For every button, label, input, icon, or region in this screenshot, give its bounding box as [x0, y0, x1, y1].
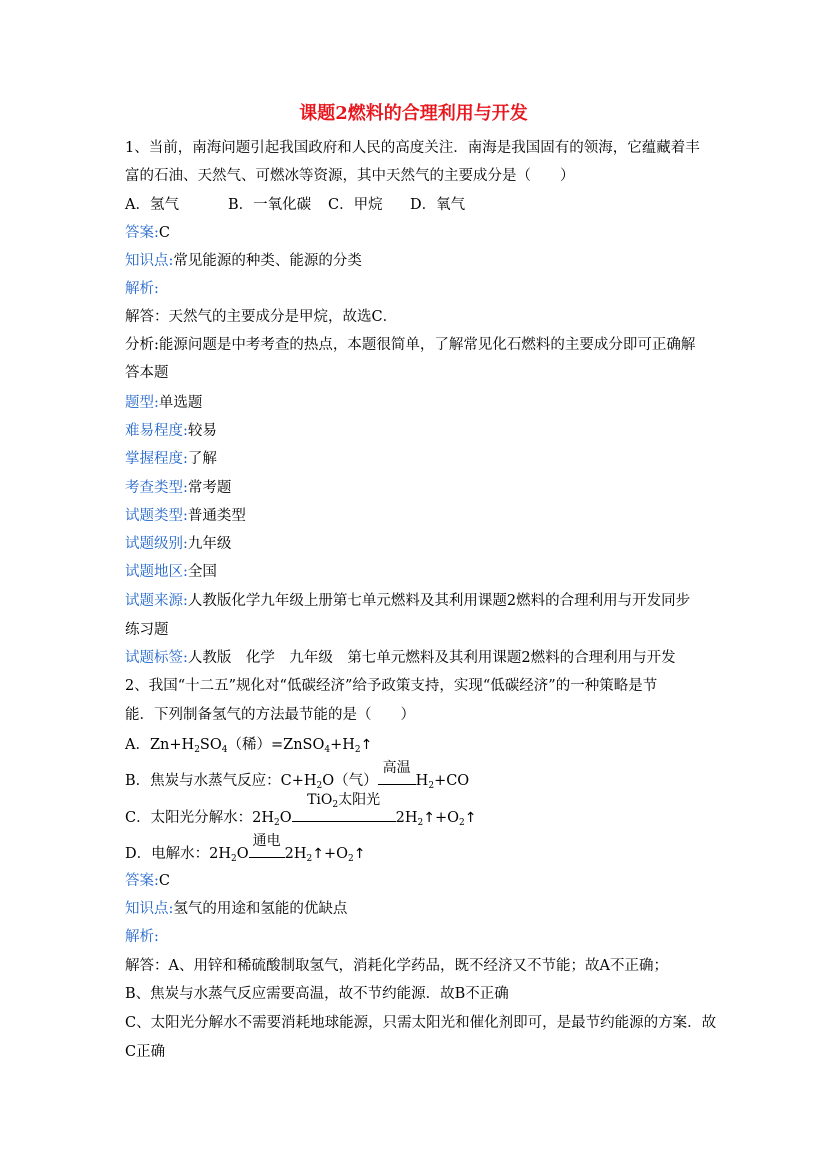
- reaction-condition: [378, 760, 416, 785]
- knowledge-point-value: 氢气的用途和氢能的优缺点: [173, 901, 348, 917]
- formula-text: A．Zn+H: [125, 737, 195, 753]
- q1-option-a: A．氢气: [125, 197, 179, 213]
- reaction-line: [249, 849, 285, 858]
- gas-arrow-icon: ↑: [464, 810, 477, 826]
- gas-arrow-icon: ↑: [360, 737, 373, 753]
- formula-text: O: [279, 810, 292, 826]
- q1-knowledge-point: [125, 251, 362, 271]
- formula-text: D．电解水：2H: [125, 846, 231, 862]
- gas-arrow-icon: ↑: [423, 810, 435, 826]
- subscript: 2: [316, 781, 323, 791]
- q2-solution-line-3: C、太阳光分解水不需要消耗地球能源，只需太阳光和催化剂即可，是最节约能源的方案．故: [125, 1015, 717, 1031]
- meta-value: 常考题: [187, 480, 232, 496]
- reaction-condition: [292, 792, 396, 822]
- subscript: 2: [306, 854, 313, 864]
- reaction-condition: [249, 833, 285, 858]
- meta-label: 掌握程度:: [125, 451, 188, 467]
- q1-options: [125, 195, 465, 215]
- subscript: 2: [332, 800, 339, 810]
- meta-label: 试题类型:: [125, 508, 188, 524]
- formula-text: （稀）=ZnSO: [227, 737, 325, 753]
- meta-difficulty: [125, 421, 217, 441]
- subscript: 2: [194, 745, 200, 755]
- meta-value: 全国: [187, 564, 217, 580]
- meta-grade: [125, 534, 231, 554]
- q2-knowledge-point: [125, 899, 347, 919]
- subscript: 2: [428, 781, 435, 791]
- meta-source-line-1: [125, 591, 690, 611]
- subscript: 2: [417, 818, 424, 828]
- meta-value: 九年级: [187, 536, 232, 552]
- formula-text: H: [415, 773, 429, 789]
- q2-answer: [125, 871, 170, 891]
- page-title: 课题2燃料的合理利用与开发: [299, 103, 528, 124]
- formula-text: 2H: [284, 846, 307, 862]
- formula-text: B．焦炭与水蒸气反应：C+H: [125, 773, 317, 789]
- subscript: 4: [324, 745, 331, 755]
- knowledge-point-value: 常见能源的种类、能源的分类: [173, 253, 362, 269]
- meta-label: 题型:: [125, 395, 159, 411]
- knowledge-point-label: 知识点:: [125, 253, 174, 269]
- condition-label: 高温: [382, 760, 411, 776]
- subscript: 2: [348, 854, 354, 864]
- catalyst-text: TiO: [307, 792, 333, 808]
- q1-analysis-line-2: 答本题: [125, 365, 169, 381]
- answer-value: C: [158, 873, 170, 889]
- meta-mastery: [125, 449, 217, 469]
- q1-analysis-label: 解析:: [125, 281, 159, 297]
- meta-exam-type: [125, 478, 231, 498]
- meta-value: 人教版 化学 九年级 第七单元燃料及其利用课题2燃料的合理利用与开发: [187, 650, 676, 666]
- formula-text: SO: [199, 737, 222, 753]
- subscript: 4: [221, 745, 228, 755]
- meta-label: 试题地区:: [125, 564, 188, 580]
- answer-value: C: [158, 225, 170, 241]
- formula-text: +H: [330, 737, 355, 753]
- condition-label: [292, 792, 396, 813]
- meta-question-type: [125, 393, 202, 413]
- q2-solution-line-1: 解答：A、用锌和稀硫酸制取氢气，消耗化学药品，既不经济又不节能；故A不正确；: [125, 958, 668, 974]
- answer-label: 答案:: [125, 225, 159, 241]
- meta-value: 了解: [187, 451, 217, 467]
- q1-option-c: C．甲烷: [328, 197, 383, 213]
- meta-value: 人教版化学九年级上册第七单元燃料及其利用课题2燃料的合理利用与开发同步: [187, 593, 691, 609]
- q2-option-d: [125, 833, 366, 869]
- meta-label: 试题标签:: [125, 650, 188, 666]
- meta-region: [125, 562, 217, 582]
- knowledge-point-label: 知识点:: [125, 901, 174, 917]
- meta-label: 难易程度:: [125, 423, 188, 439]
- q2-solution-line-4: C正确: [125, 1044, 166, 1060]
- meta-item-type: [125, 506, 246, 526]
- q1-analysis-line-1: 分析:能源问题是中考考查的热点，本题很简单，了解常见化石燃料的主要成分即可正确解: [125, 337, 696, 353]
- q2-option-a: [125, 735, 372, 760]
- q1-stem-line-2: 富的石油、天然气、可燃冰等资源，其中天然气的主要成分是（ ）: [125, 168, 575, 184]
- answer-label: 答案:: [125, 873, 159, 889]
- formula-text: +O: [434, 810, 459, 826]
- formula-text: O: [236, 846, 249, 862]
- gas-arrow-icon: ↑: [353, 846, 366, 862]
- subscript: 2: [273, 818, 280, 828]
- formula-text: 2H: [395, 810, 418, 826]
- q1-option-b: B．一氧化碳: [228, 197, 312, 213]
- meta-value: 较易: [187, 423, 217, 439]
- q1-answer: [125, 223, 170, 243]
- subscript: 2: [231, 854, 237, 864]
- formula-text: C．太阳光分解水：2H: [125, 810, 274, 826]
- q1-option-d: D．氧气: [410, 197, 466, 213]
- meta-label: 试题来源:: [125, 593, 188, 609]
- formula-text: O（气）: [322, 773, 378, 789]
- q1-solution: 解答：天然气的主要成分是甲烷，故选C．: [125, 309, 398, 325]
- subscript: 2: [354, 745, 361, 755]
- subscript: 2: [458, 818, 465, 828]
- q2-option-c: [125, 792, 477, 833]
- q2-analysis-label: 解析:: [125, 929, 159, 945]
- reaction-line: [292, 813, 396, 822]
- q2-stem-line-2: 能．下列制备氢气的方法最节能的是（ ）: [125, 707, 415, 723]
- meta-source-line-2: 练习题: [125, 622, 169, 638]
- q1-stem-line-1: 1、当前，南海问题引起我国政府和人民的高度关注．南海是我国固有的领海，它蕴藏着丰: [125, 140, 700, 156]
- condition-text: 太阳光: [338, 792, 381, 808]
- formula-text: +CO: [434, 773, 470, 789]
- gas-arrow-icon: ↑: [312, 846, 324, 862]
- meta-label: 考查类型:: [125, 480, 188, 496]
- meta-value: 单选题: [158, 395, 203, 411]
- condition-label: 通电: [252, 833, 281, 849]
- formula-text: +O: [323, 846, 349, 862]
- meta-label: 试题级别:: [125, 536, 188, 552]
- reaction-line: [378, 776, 416, 785]
- meta-tags: [125, 648, 676, 668]
- meta-value: 普通类型: [187, 508, 246, 524]
- q2-stem-line-1: 2、我国“十二五”规化对“低碳经济”给予政策支持，实现“低碳经济”的一种策略是节: [125, 678, 658, 694]
- q2-solution-line-2: B、焦炭与水蒸气反应需要高温，故不节约能源．故B不正确: [125, 986, 509, 1002]
